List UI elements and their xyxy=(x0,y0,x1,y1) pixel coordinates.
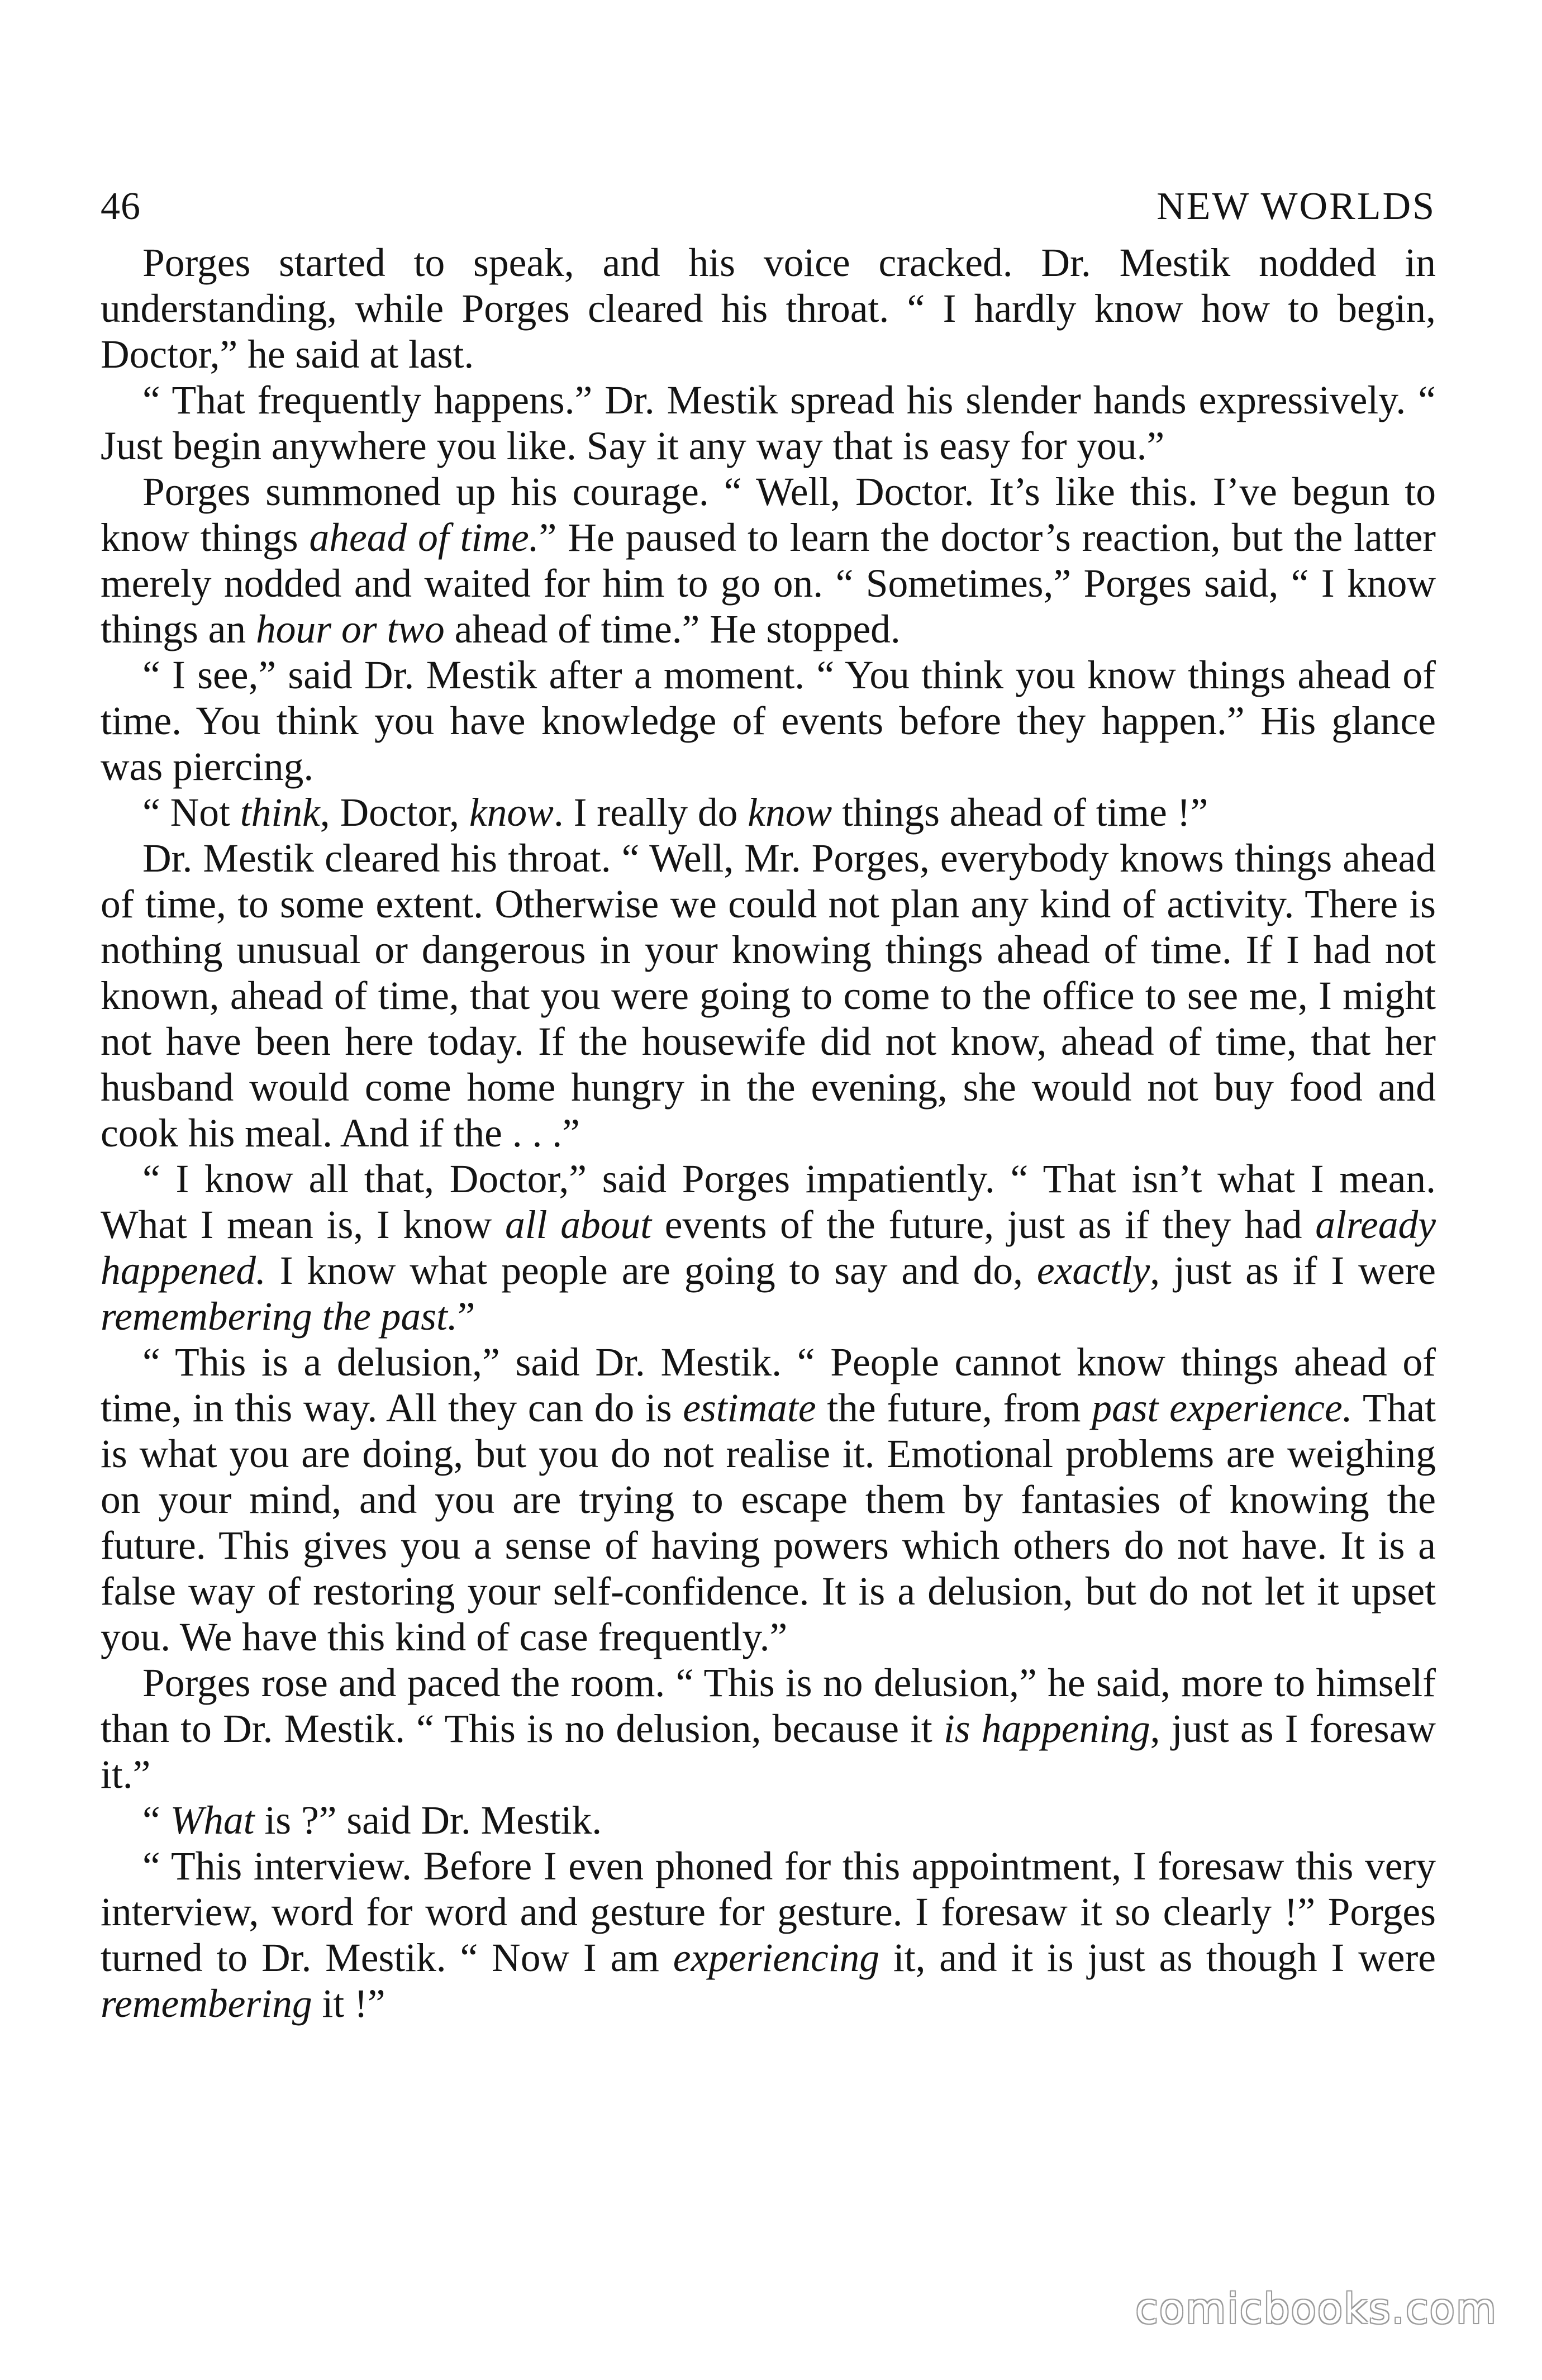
text-run: “ Not xyxy=(142,791,240,835)
text-run: , just as if I were xyxy=(1150,1249,1436,1293)
running-title: NEW WORLDS xyxy=(1156,185,1436,228)
text-run: . I really do xyxy=(553,791,748,835)
text-run: is ?” said Dr. Mestik. xyxy=(254,1798,602,1843)
italic-run: estimate xyxy=(683,1386,816,1430)
text-run: “ I see,” said Dr. Mestik after a moment. “ You think you know things ahead of time. You think you have knowledge of events before they happen.” His glance was piercing. xyxy=(101,653,1436,789)
text-run: things ahead of time !” xyxy=(832,791,1208,835)
text-run: “ This is a delusion,” said Dr. Mestik. “ People cannot know things ahead of time, in this way. All they can do is xyxy=(101,1340,1436,1430)
text-run: it, and it is just as though I were xyxy=(879,1936,1436,1980)
text-run: , Doctor, xyxy=(320,791,469,835)
italic-run: What xyxy=(170,1798,255,1843)
text-run: “ xyxy=(142,1798,170,1843)
book-page xyxy=(101,184,1436,2027)
running-head xyxy=(101,184,1436,235)
text-run: it !” xyxy=(312,1982,386,2026)
paragraph xyxy=(101,836,1436,1156)
italic-run: experiencing xyxy=(673,1936,879,1980)
paragraph xyxy=(101,1156,1436,1340)
italic-run: exactly xyxy=(1036,1249,1150,1293)
page-number: 46 xyxy=(101,185,141,228)
text-run: Porges summoned up his courage. “ Well, Doctor. It’s like this. I’ve begun to know things xyxy=(101,470,1436,560)
text-run: “ I know all that, Doctor,” said Porges impatiently. “ That isn’t what I mean. What I mean is, I know xyxy=(101,1157,1436,1247)
paragraph xyxy=(101,469,1436,653)
italic-run: past experience. xyxy=(1092,1386,1353,1430)
text-run: , just as I foresaw it.” xyxy=(101,1707,1436,1797)
italic-run: remembering xyxy=(101,1982,312,2026)
text-run: Porges started to speak, and his voice cracked. Dr. Mestik nodded in understanding, while Porges cleared his throat. “ I hardly know how to begin, Doctor,” he said at last. xyxy=(101,241,1436,377)
text-run: I know what people are going to say and do, xyxy=(265,1249,1037,1293)
italic-run: hour or two xyxy=(256,607,445,651)
text-run: ahead of time.” He stopped. xyxy=(444,607,901,651)
italic-run: remembering the past. xyxy=(101,1294,458,1339)
paragraph xyxy=(101,1660,1436,1798)
paragraph xyxy=(101,240,1436,378)
paragraph xyxy=(101,378,1436,469)
italic-run: know xyxy=(748,791,832,835)
text-run: ” xyxy=(457,1294,475,1339)
italic-run: think xyxy=(240,791,320,835)
italic-run: is happening xyxy=(943,1707,1150,1751)
paragraph xyxy=(101,653,1436,790)
story-text xyxy=(101,240,1436,2027)
text-run: That is what you are doing, but you do not realise it. Emotional problems are weighing on your mind, and you are trying to escape them by fantasies of knowing the future. This gives you a sense of having powers which others do not have. It is a false way of restoring your self-confidence. It is a delusion, but do not let it upset you. We have this kind of case frequently.” xyxy=(101,1386,1436,1659)
paragraph xyxy=(101,1798,1436,1844)
text-run: “ This interview. Before I even phoned for this appointment, I foresaw this very interview, word for word and gesture for gesture. I foresaw it so clearly !” Porges turned to Dr. Mestik. “ Now I am xyxy=(101,1844,1436,1980)
text-run: “ That frequently happens.” Dr. Mestik spread his slender hands expressively. “ Just begin anywhere you like. Say it any way that is easy for you.” xyxy=(101,378,1436,468)
paragraph xyxy=(101,1844,1436,2027)
paragraph xyxy=(101,1340,1436,1660)
text-run: ” He paused to learn the doctor’s reaction, but the latter merely nodded and waited for him to go on. “ Sometimes,” Porges said, “ I know things an xyxy=(101,516,1436,651)
text-run: Porges rose and paced the room. “ This is no delusion,” he said, more to himself than to Dr. Mestik. “ This is no delusion, because it xyxy=(101,1661,1436,1751)
text-run: events of the future, just as if they had xyxy=(651,1203,1316,1247)
italic-run: all about xyxy=(505,1203,652,1247)
paragraph xyxy=(101,790,1436,836)
text-run: Dr. Mestik cleared his throat. “ Well, Mr. Porges, everybody knows things ahead of time, to some extent. Otherwise we could not plan any kind of activity. There is nothing unusual or dangerous in your knowing things ahead of time. If I had not known, ahead of time, that you were going to come to the office to see me, I might not have been here today. If the housewife did not know, ahead of time, that her husband would come home hungry in the evening, she would not buy food and cook his meal. And if the . . .” xyxy=(101,836,1436,1155)
italic-run: know xyxy=(469,791,554,835)
watermark: comicbooks.com xyxy=(1135,2285,1497,2333)
italic-run: already happened. xyxy=(101,1203,1436,1293)
text-run: the future, from xyxy=(816,1386,1092,1430)
italic-run: ahead of time. xyxy=(309,516,539,560)
